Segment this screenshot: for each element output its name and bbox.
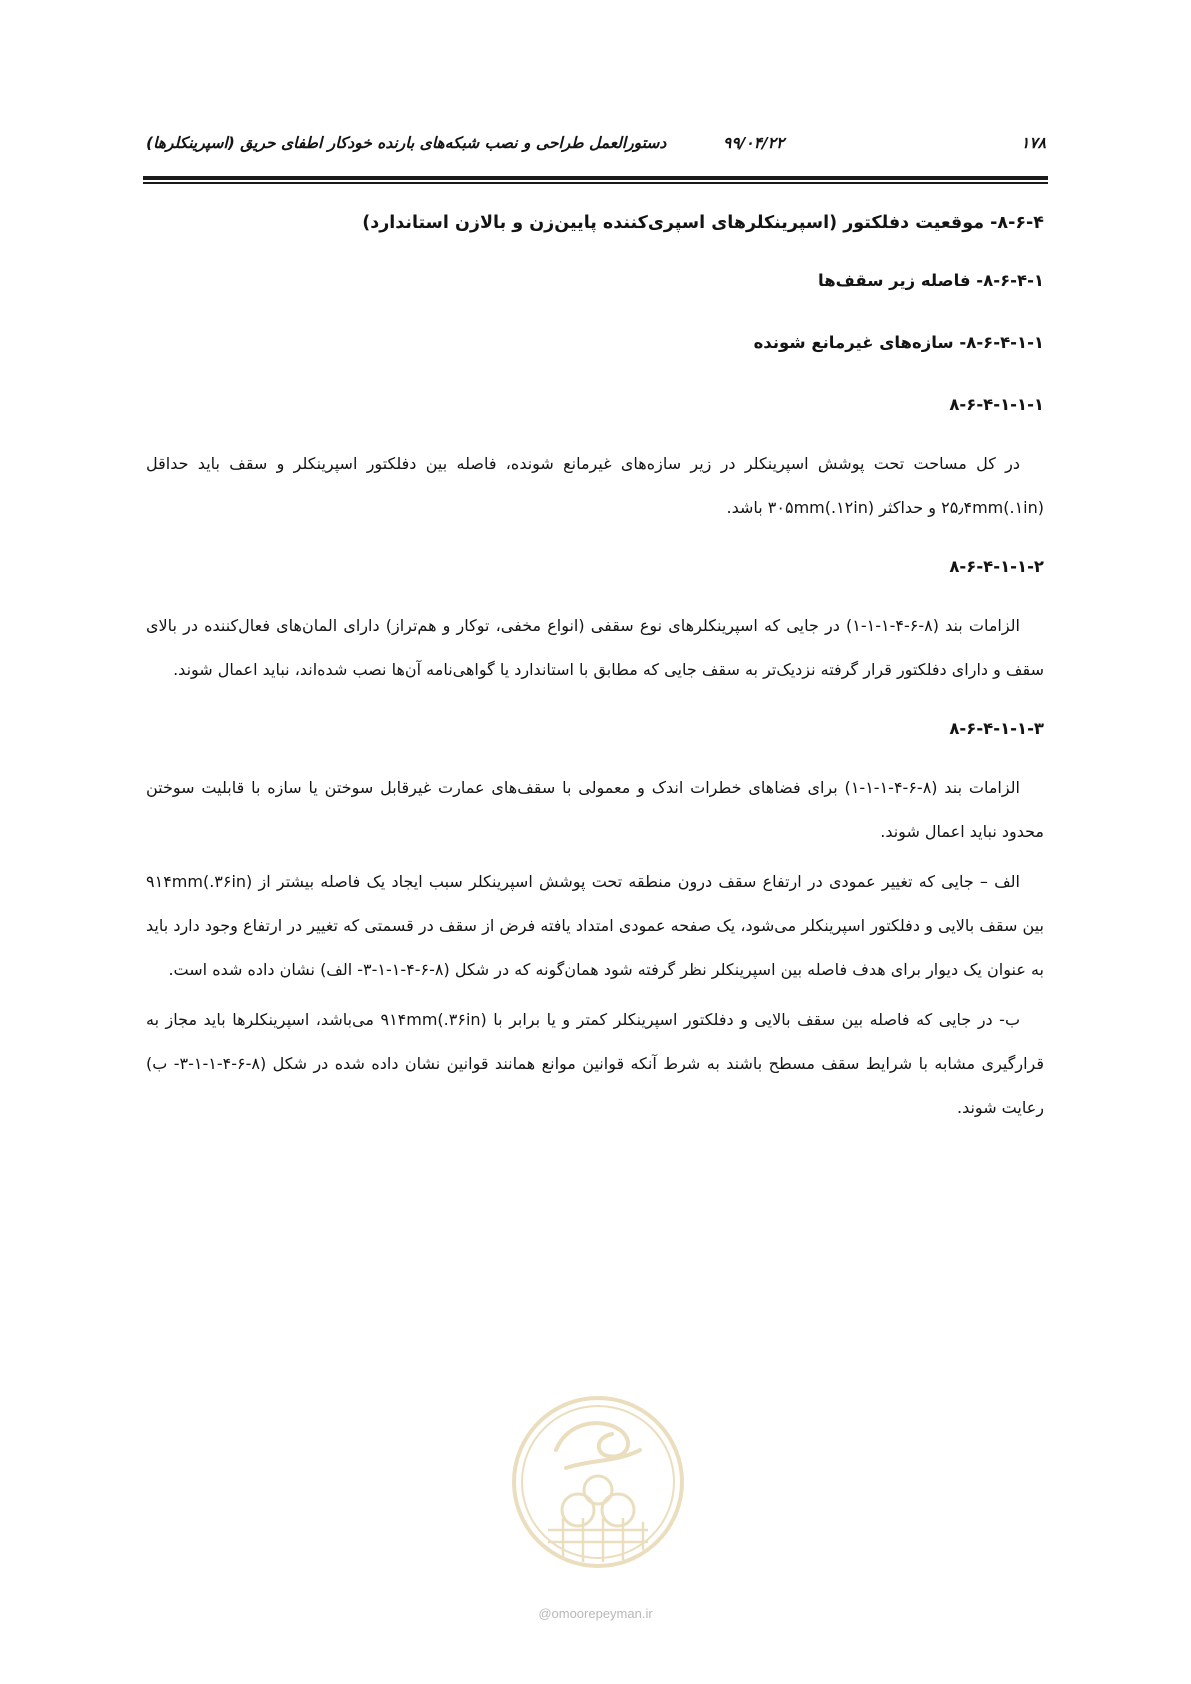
clause-item-be: ب- در جایی که فاصله بین سقف بالایی و دفلکتور اسپرینکلر کمتر و یا برابر با ۹۱۴mm(.۳۶in) می‌باشد، اسپرینکلرها باید مجاز به قرارگیری مشابه با شرایط سقف مسطح باشند به شرط آنکه قوانین موانع همانند قوانین نشان داده شده در شکل (۸-۶-۴-۱-۱-۳- ب) رعایت شوند. bbox=[146, 1010, 1044, 1117]
clause-paragraph-3: الزامات بند (۸-۶-۴-۱-۱-۱) برای فضاهای خطرات اندک و معمولی با سقف‌های عمارت غیرقابل سوختن یا سازه با قابلیت سوختن محدود نباید اعمال شوند. bbox=[146, 778, 1044, 841]
header-rule-thin bbox=[143, 182, 1048, 184]
subsection-heading: ۸-۶-۴-۱- فاصله زیر سقف‌ها bbox=[818, 271, 1044, 290]
watermark-site: @omoorepeyman.ir bbox=[538, 1606, 653, 1621]
running-header bbox=[146, 132, 1046, 166]
page-number: ۱۷۸ bbox=[1021, 134, 1046, 152]
clause-paragraph-2: الزامات بند (۸-۶-۴-۱-۱-۱) در جایی که اسپرینکلرهای نوع سقفی (انواع مخفی، توکار و هم‌تراز) دارای المان‌های فعال‌کننده در بالای سقف و دارای دفلکتور قرار گرفته نزدیک‌تر به سقف جایی که مطابق با استاندارد یا گواهی‌نامه آن‌ها نصب شده‌اند، نباید اعمال شوند. bbox=[146, 616, 1044, 679]
clause-number-2: ۸-۶-۴-۱-۱-۲ bbox=[949, 557, 1044, 576]
clause-item-alef: الف – جایی که تغییر عمودی در ارتفاع سقف درون منطقه تحت پوشش اسپرینکلر سبب ایجاد یک فاصله بیشتر از ۹۱۴mm(.۳۶in) بین سقف بالایی و دفلکتور اسپرینکلر می‌شود، یک صفحه عمودی امتداد یافته فرض از سقف در قسمتی که تغییر در ارتفاع وجود دارد باید به عنوان یک دیوار برای هدف فاصله بین اسپرینکلر نظر گرفته شود همان‌گونه که در شکل (۸-۶-۴-۱-۱-۳- الف) نشان داده شده است. bbox=[146, 872, 1044, 979]
subsubsection-heading: ۸-۶-۴-۱-۱- سازه‌های غیرمانع شونده bbox=[753, 333, 1044, 352]
seal-logo-icon bbox=[508, 1390, 688, 1590]
clause-paragraph-1: در کل مساحت تحت پوشش اسپرینکلر در زیر سازه‌های غیرمانع شونده، فاصله بین دفلکتور اسپرینکلر و سقف باید حداقل ۲۵٫۴mm(.۱in) و حداکثر ۳۰۵mm(.۱۲in) باشد. bbox=[146, 454, 1044, 517]
running-title: دستورالعمل طراحی و نصب شبکه‌های بارنده خودکار اطفای حریق (اسپرینکلرها) bbox=[146, 134, 667, 152]
page-content bbox=[146, 210, 1044, 1130]
section-heading: ۸-۶-۴- موقعیت دفلکتور (اسپرینکلرهای اسپری‌کننده پایین‌زن و بالازن استاندارد) bbox=[362, 213, 1044, 233]
clause-number-3: ۸-۶-۴-۱-۱-۳ bbox=[949, 719, 1044, 738]
clause-number-1: ۸-۶-۴-۱-۱-۱ bbox=[949, 395, 1044, 414]
header-rule-thick bbox=[143, 176, 1048, 180]
header-date: ۹۹/۰۴/۲۲ bbox=[723, 134, 785, 152]
